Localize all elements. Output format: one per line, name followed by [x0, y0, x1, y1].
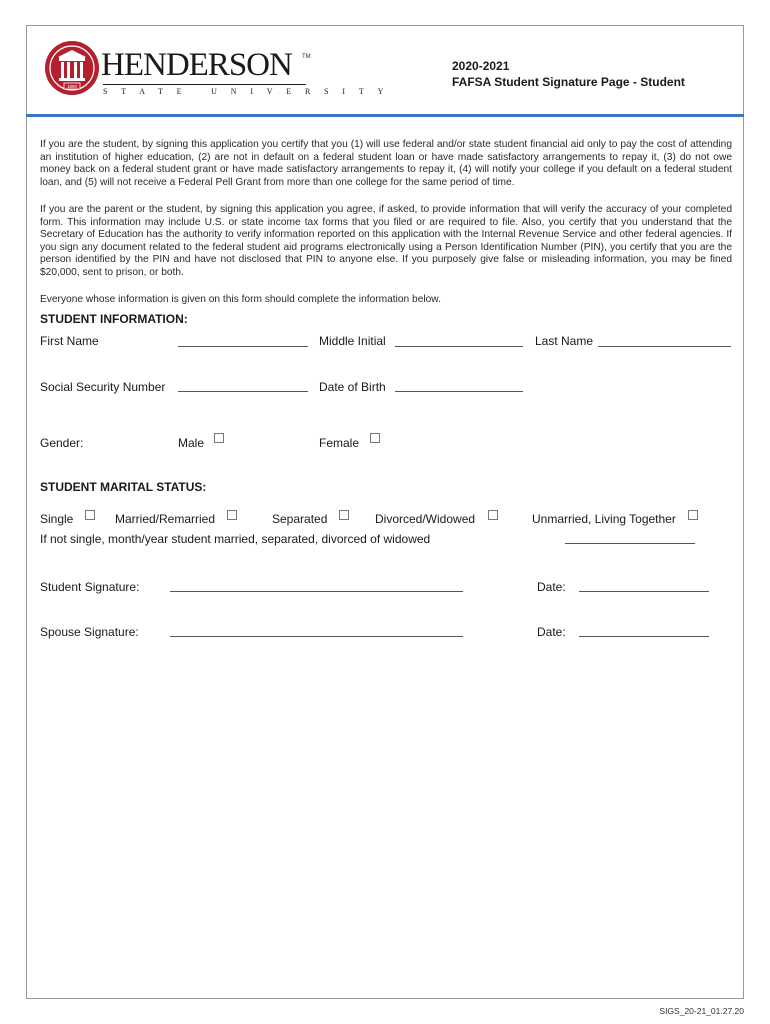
unmarried-label: Unmarried, Living Together [532, 512, 676, 526]
logo-subtitle: STATE UNIVERSITY [103, 87, 398, 96]
spouse-date-label: Date: [537, 625, 566, 639]
marriage-date-prompt: If not single, month/year student married, separated, divorced of widowed [40, 532, 431, 546]
male-label: Male [178, 436, 205, 450]
female-checkbox[interactable] [370, 433, 380, 443]
divorced-label: Divorced/Widowed [375, 512, 476, 526]
dob-field[interactable] [395, 391, 523, 392]
student-info-heading: STUDENT INFORMATION: [40, 312, 188, 326]
student-signature-field[interactable] [170, 591, 463, 592]
form-year: 2020-2021 [452, 59, 510, 73]
marriage-date-field[interactable] [565, 543, 695, 544]
logo-divider [103, 84, 306, 85]
middle-initial-field[interactable] [395, 346, 523, 347]
verification-paragraph: If you are the parent or the student, by signing this application you agree, if asked, to provide information that will verify the accuracy of your completed form. This information may include U.S. or state income tax forms that you filed or are required to file. Also, you certify that you understand that the Secretary of Education has the authority to verify information reported on this application with the Internal Revenue Service and other federal agencies. If you sign any document related to the federal student aid programs electronically using a Person Identification Number (PIN), you certify that you are the person identified by the PIN and have not disclosed that PIN to anyone else. If you purposely give false or misleading information, you may be fined $20,000, sent to prison, or both. [40, 204, 732, 278]
married-label: Married/Remarried [115, 512, 216, 526]
university-seal-icon [44, 40, 100, 96]
first-name-field[interactable] [178, 346, 308, 347]
middle-initial-label: Middle Initial [319, 334, 386, 348]
last-name-field[interactable] [598, 346, 731, 347]
form-code: SIGS_20-21_01.27.20 [659, 1006, 744, 1016]
ssn-label: Social Security Number [40, 380, 166, 394]
single-label: Single [40, 512, 74, 526]
separated-label: Separated [272, 512, 328, 526]
male-checkbox[interactable] [214, 433, 224, 443]
gender-label: Gender: [40, 436, 84, 450]
form-title: FAFSA Student Signature Page - Student [452, 75, 685, 89]
unmarried-checkbox[interactable] [688, 510, 698, 520]
certification-paragraph: If you are the student, by signing this application you certify that you (1) will use federal and/or state student financial aid only to pay the cost of attending an institution of higher education, (2) are not in default on a federal student loan or have made satisfactory arrangements to repay it, (3) do not owe money back on a federal student grant or have made satisfactory arrangements to repay it, (4) will notify your college if you default on a federal student loan, and (5) will not receive a Federal Pell Grant from more than one college for the same period of time. [40, 139, 732, 188]
last-name-label: Last Name [535, 334, 594, 348]
trademark-mark: TM [302, 54, 311, 60]
student-date-label: Date: [537, 580, 566, 594]
first-name-label: First Name [40, 334, 99, 348]
header-divider [26, 114, 744, 117]
single-checkbox[interactable] [85, 510, 95, 520]
instruction-paragraph: Everyone whose information is given on this form should complete the information below. [40, 294, 441, 305]
svg-text:1890: 1890 [66, 84, 78, 89]
spouse-signature-label: Spouse Signature: [40, 625, 139, 639]
henderson-logo [44, 40, 398, 100]
spouse-signature-field[interactable] [170, 636, 463, 637]
ssn-field[interactable] [178, 391, 308, 392]
spouse-date-field[interactable] [579, 636, 709, 637]
divorced-checkbox[interactable] [488, 510, 498, 520]
female-label: Female [319, 436, 360, 450]
logo-wordmark: HENDERSON [101, 47, 292, 83]
student-date-field[interactable] [579, 591, 709, 592]
separated-checkbox[interactable] [339, 510, 349, 520]
marital-status-heading: STUDENT MARITAL STATUS: [40, 480, 207, 494]
dob-label: Date of Birth [319, 380, 386, 394]
student-signature-label: Student Signature: [40, 580, 140, 594]
married-checkbox[interactable] [227, 510, 237, 520]
